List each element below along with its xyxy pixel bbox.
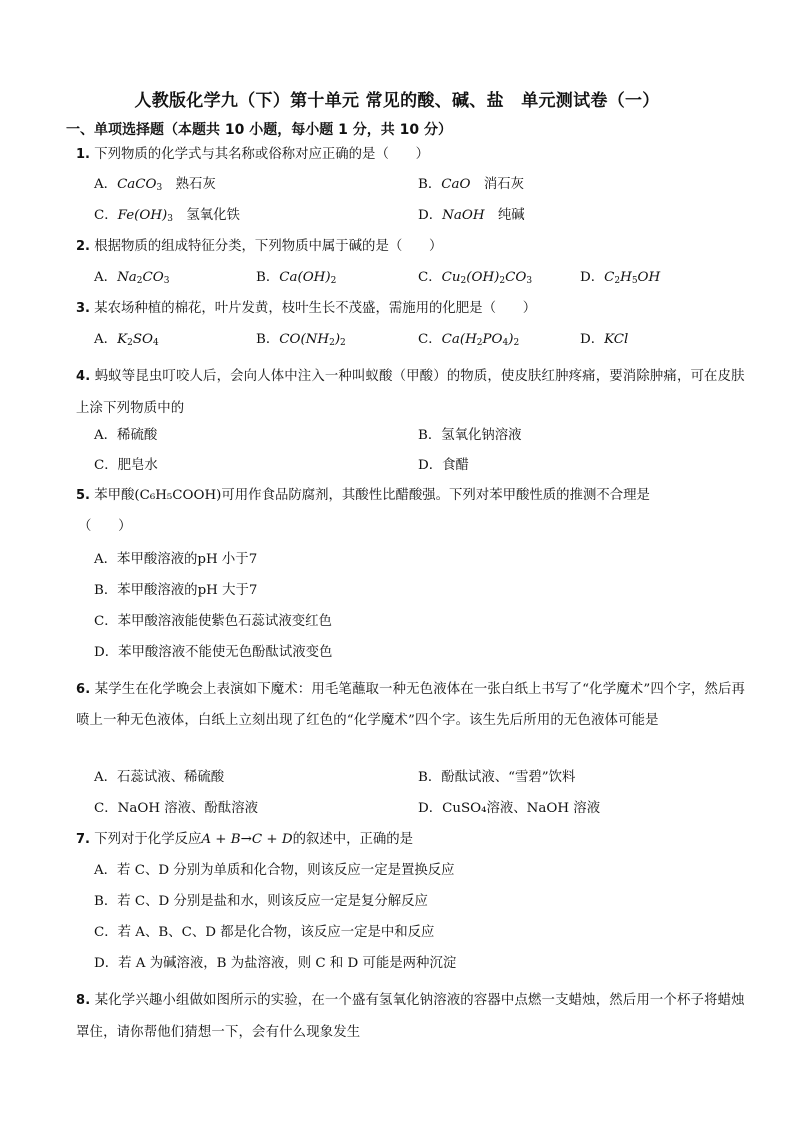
question-4 bbox=[76, 361, 752, 425]
question-6 bbox=[76, 674, 752, 736]
question-1 bbox=[76, 145, 429, 165]
option-3c[interactable]: C．$Ca(H_2PO_4)_2$ bbox=[418, 332, 520, 348]
question-stem: 下列物质的化学式与其名称或俗称对应正确的是（ ） bbox=[89, 147, 430, 162]
option-5d[interactable]: D．苯甲酸溶液不能使无色酚酞试液变色 bbox=[94, 645, 333, 660]
option-3a[interactable]: A．$K_2SO_4$ bbox=[94, 332, 159, 348]
option-4a[interactable]: A．稀硫酸 bbox=[94, 428, 158, 443]
option-7b[interactable]: B．若 C、D 分别是盐和水，则该反应一定是复分解反应 bbox=[94, 894, 428, 909]
option-6d[interactable]: D．CuSO₄溶液、NaOH 溶液 bbox=[418, 801, 601, 816]
question-3 bbox=[76, 299, 536, 319]
option-3d[interactable]: D．KCl bbox=[580, 332, 629, 347]
option-2d[interactable]: D．$C_2H_5OH$ bbox=[580, 270, 661, 286]
option-1a[interactable]: A．CaCO$_3$ 熟石灰 bbox=[94, 177, 216, 193]
question-number: 8. bbox=[76, 993, 91, 1008]
chemical-formula: $Cu_2(OH)_2CO_3$ bbox=[441, 270, 533, 286]
question-stem: 某学生在化学晚会上表演如下魔术：用毛笔蘸取一种无色液体在一张白纸上书写了“化学魔术”四个字，然后再喷上一种无色液体，白纸上立刻出现了红色的“化学魔术”四个字。该生先后所用的无色液体可能是 bbox=[76, 682, 746, 728]
option-1d[interactable]: D．NaOH 纯碱 bbox=[418, 208, 525, 223]
question-5 bbox=[76, 486, 650, 506]
option-4b[interactable]: B．氢氧化钠溶液 bbox=[418, 428, 522, 443]
option-6a[interactable]: A．石蕊试液、稀硫酸 bbox=[94, 770, 225, 785]
question-8 bbox=[76, 985, 752, 1049]
option-4d[interactable]: D．食醋 bbox=[418, 458, 469, 473]
question-stem: 根据物质的组成特征分类，下列物质中属于碱的是（ ） bbox=[89, 239, 443, 254]
chemical-formula: $Ca(OH)_2$ bbox=[279, 270, 337, 286]
option-7a[interactable]: A．若 C、D 分别为单质和化合物，则该反应一定是置换反应 bbox=[94, 863, 455, 878]
option-2a[interactable]: A．$Na_2CO_3$ bbox=[94, 270, 170, 286]
chemical-formula: $CO(NH_2)_2$ bbox=[279, 332, 346, 348]
question-number: 4. bbox=[76, 369, 91, 384]
option-7c[interactable]: C．若 A、B、C、D 都是化合物，该反应一定是中和反应 bbox=[94, 925, 435, 940]
chemical-formula: $Ca(H_2PO_4)_2$ bbox=[441, 332, 520, 348]
question-number: 2. bbox=[76, 239, 90, 254]
question-number: 7. bbox=[76, 832, 90, 847]
question-number: 6. bbox=[76, 682, 91, 697]
option-5a[interactable]: A．苯甲酸溶液的pH 小于7 bbox=[94, 552, 258, 567]
chemical-formula: NaOH bbox=[442, 208, 485, 223]
option-2b[interactable]: B．$Ca(OH)_2$ bbox=[256, 270, 337, 286]
question-stem: 某农场种植的棉花，叶片发黄，枝叶生长不茂盛，需施用的化肥是（ ） bbox=[89, 301, 537, 316]
chemical-formula: CaO bbox=[441, 177, 471, 192]
chemical-formula: KCl bbox=[604, 332, 629, 347]
question-7: 7. 下列对于化学反应A + B→C + D的叙述中，正确的是 bbox=[76, 832, 414, 847]
question-2 bbox=[76, 237, 442, 257]
question-number: 1. bbox=[76, 147, 90, 162]
option-5b[interactable]: B．苯甲酸溶液的pH 大于7 bbox=[94, 583, 258, 598]
option-1b[interactable]: B．CaO 消石灰 bbox=[418, 177, 525, 192]
reaction-equation: A + B→C + D bbox=[201, 832, 293, 847]
question-number: 5. bbox=[76, 488, 90, 503]
chemical-formula: $Na_2CO_3$ bbox=[117, 270, 170, 286]
section-heading: 一、单项选择题（本题共 10 小题，每小题 1 分，共 10 分） bbox=[66, 122, 452, 138]
question-stem: 苯甲酸(C₆H₅COOH)可用作食品防腐剂，其酸性比醋酸强。下列对苯甲酸性质的推测不合理是 bbox=[89, 488, 650, 503]
question-stem: 蚂蚁等昆虫叮咬人后，会向人体中注入一种叫蚁酸（甲酸）的物质，使皮肤红肿疼痛，要消除肿痛，可在皮肤上涂下列物质中的 bbox=[76, 369, 745, 416]
option-4c[interactable]: C．肥皂水 bbox=[94, 458, 158, 473]
option-1c[interactable]: C．$Fe(OH)_3$ 氢氧化铁 bbox=[94, 208, 240, 224]
chemical-formula: $K_2SO_4$ bbox=[117, 332, 159, 348]
option-2c[interactable]: C．$Cu_2(OH)_2CO_3$ bbox=[418, 270, 533, 286]
option-6c[interactable]: C．NaOH 溶液、酚酞溶液 bbox=[94, 801, 258, 816]
chemical-formula: CaCO$_3$ bbox=[117, 177, 163, 193]
chemical-formula: $Fe(OH)_3$ bbox=[117, 208, 173, 224]
question-stem: 某化学兴趣小组做如图所示的实验，在一个盛有氢氧化钠溶液的容器中点燃一支蜡烛，然后用一个杯子将蜡烛罩住，请你帮他们猜想一下，会有什么现象发生 bbox=[76, 993, 745, 1040]
page-title: 人教版化学九（下）第十单元 常见的酸、碱、盐 单元测试卷（一） bbox=[134, 91, 660, 111]
option-3b[interactable]: B．$CO(NH_2)_2$ bbox=[256, 332, 346, 348]
option-7d[interactable]: D．若 A 为碱溶液，B 为盐溶液，则 C 和 D 可能是两种沉淀 bbox=[94, 956, 457, 971]
option-6b[interactable]: B．酚酞试液、“雪碧”饮料 bbox=[418, 770, 576, 785]
option-5c[interactable]: C．苯甲酸溶液能使紫色石蕊试液变红色 bbox=[94, 614, 332, 629]
chemical-formula: $C_2H_5OH$ bbox=[604, 270, 661, 286]
question-5-blank: （ ） bbox=[78, 519, 132, 534]
question-number: 3. bbox=[76, 301, 90, 316]
